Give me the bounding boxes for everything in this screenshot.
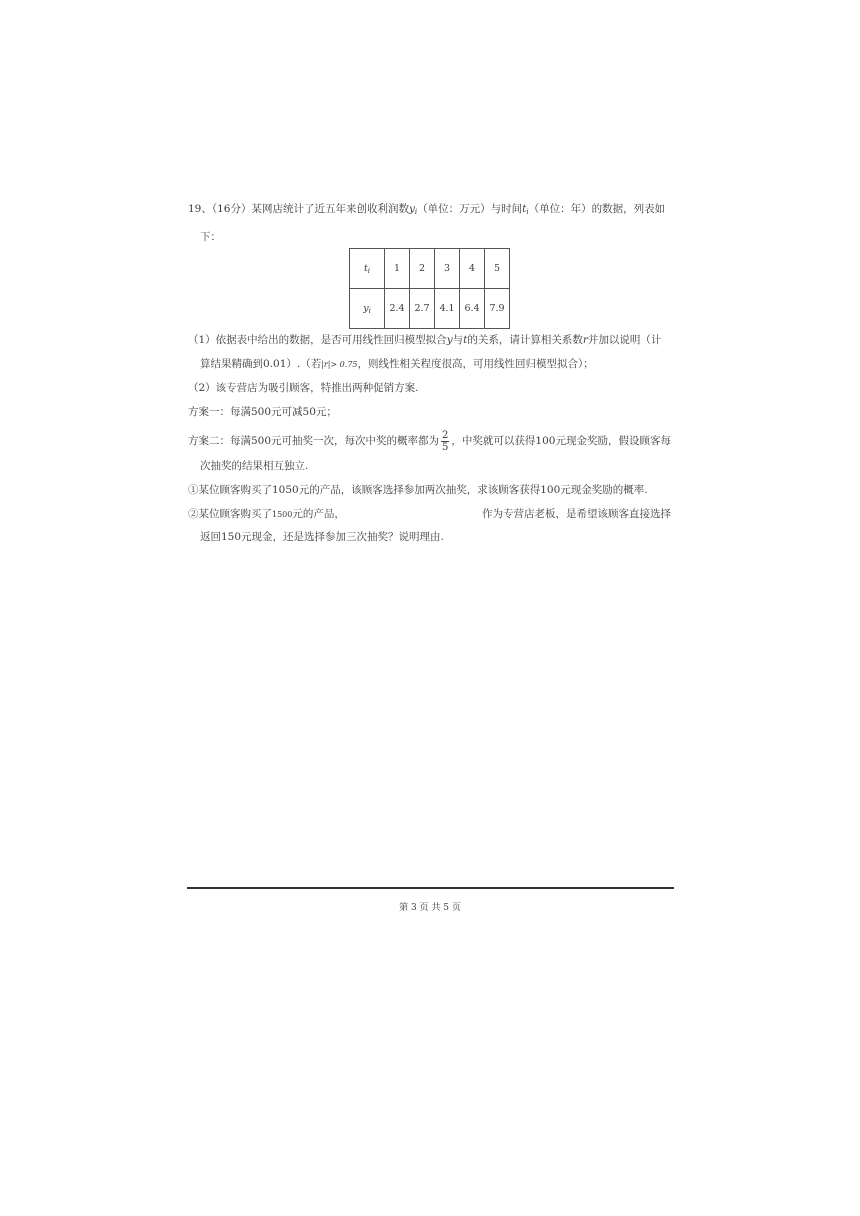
var-y: y bbox=[408, 203, 415, 215]
q1-line-2 bbox=[200, 357, 594, 372]
sub2-line-2 bbox=[200, 530, 444, 544]
problem-line-2 bbox=[200, 230, 221, 244]
data-table bbox=[349, 248, 510, 329]
problem-text-c: （单位：年）的数据，列表如 bbox=[528, 203, 666, 215]
page-footer: 第 3 页 共 5 页 bbox=[399, 903, 461, 913]
subscript-i: i bbox=[414, 208, 418, 216]
table-cell: 4.1 bbox=[435, 289, 460, 329]
header-y-symbol: y bbox=[363, 302, 369, 314]
var-y: y bbox=[446, 334, 453, 346]
q1-text-e: 算结果精确到0.01）.（若 bbox=[200, 358, 322, 370]
table-cell: 2.7 bbox=[410, 289, 435, 329]
problem-line-1 bbox=[188, 202, 665, 219]
sub1-text: ①某位顾客购买了1050元的产品，该顾客选择参加两次抽奖，求该顾客获得100元现金奖励的概率. bbox=[188, 484, 648, 496]
table-cell: 3 bbox=[435, 249, 460, 289]
q1-text-b: 与 bbox=[452, 334, 464, 346]
plan2-line-1 bbox=[188, 428, 671, 454]
q1-line-1 bbox=[188, 333, 661, 347]
problem-text-end: 下： bbox=[200, 231, 221, 243]
footer-rule bbox=[187, 887, 674, 889]
q1-condition: |r|> 0.75 bbox=[321, 360, 358, 369]
problem-text-b: （单位：万元）与时间 bbox=[417, 203, 523, 215]
q1-text-f: ，则线性相关程度很高，可用线性回归模型拟合）； bbox=[357, 358, 594, 370]
var-t: t bbox=[522, 203, 527, 215]
header-t-symbol: t bbox=[363, 262, 368, 274]
table-cell: 4 bbox=[460, 249, 485, 289]
q1-text-d: 并加以说明（计 bbox=[587, 334, 662, 346]
sub2-line-1b bbox=[482, 507, 671, 521]
table-header-y bbox=[350, 289, 385, 329]
plan2-text-a: 方案二：每满500元可抽奖一次，每次中奖的概率都为 bbox=[188, 435, 440, 447]
table-header-t bbox=[350, 249, 385, 289]
table-row-y bbox=[350, 289, 510, 329]
q2-line bbox=[188, 381, 419, 395]
problem-text-a: 19、（16分）某网店统计了近五年来创收利润数 bbox=[188, 203, 409, 215]
fraction-denominator: 5 bbox=[442, 441, 449, 453]
table-row-t bbox=[350, 249, 510, 289]
sub2-text-c: 作为专营店老板，是希望该顾客直接选择 bbox=[482, 508, 671, 520]
sub2-text-d: 返回150元现金，还是选择参加三次抽奖？说明理由. bbox=[200, 531, 444, 543]
table-cell: 6.4 bbox=[460, 289, 485, 329]
sub1-line bbox=[188, 483, 648, 497]
sub2-amount: 1500 bbox=[272, 510, 293, 519]
plan1-text: 方案一：每满500元可减50元； bbox=[188, 406, 337, 418]
plan1-line bbox=[188, 405, 337, 419]
q2-text: （2）该专营店为吸引顾客，特推出两种促销方案. bbox=[188, 382, 419, 394]
plan2-line-2 bbox=[200, 459, 308, 473]
subscript-i: i bbox=[526, 208, 529, 216]
plan2-text-c: 次抽奖的结果相互独立. bbox=[200, 460, 309, 472]
fraction bbox=[441, 430, 449, 453]
table-cell: 2.4 bbox=[385, 289, 410, 329]
fraction-numerator: 2 bbox=[442, 429, 449, 441]
header-y-sub: i bbox=[368, 306, 371, 315]
table-cell: 1 bbox=[385, 249, 410, 289]
table-cell: 7.9 bbox=[485, 289, 510, 329]
q1-text-a: （1）依据表中给出的数据，是否可用线性回归模型拟合 bbox=[188, 334, 447, 346]
var-t: t bbox=[463, 334, 468, 346]
var-r: r bbox=[582, 334, 588, 346]
sub2-text-a: ②某位顾客购买了 bbox=[188, 508, 272, 520]
sub2-text-b: 元的产品， bbox=[292, 508, 345, 520]
sub2-line-1a bbox=[188, 507, 345, 522]
table-cell: 5 bbox=[485, 249, 510, 289]
plan2-text-b: ，中奖就可以获得100元现金奖励，假设顾客每 bbox=[451, 435, 671, 447]
header-t-sub: i bbox=[367, 266, 371, 275]
table-cell: 2 bbox=[410, 249, 435, 289]
q1-text-c: 的关系，请计算相关系数 bbox=[467, 334, 583, 346]
